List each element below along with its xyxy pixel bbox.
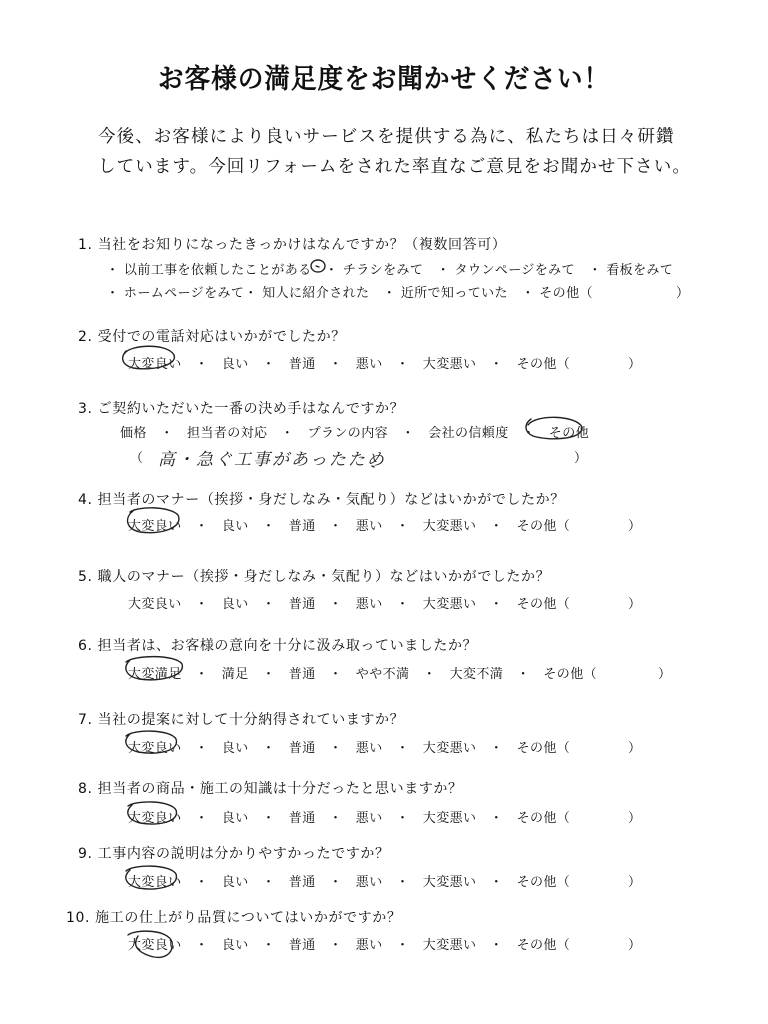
question-2-other-close: ）	[628, 357, 642, 372]
intro-line-2: しています。今回リフォームをされた率直なご意見をお聞かせ下さい。	[98, 157, 691, 177]
question-6-number: 6.	[78, 638, 93, 654]
question-8-other-close: ）	[628, 811, 642, 826]
question-8-number: 8.	[78, 781, 93, 797]
question-9-other-close: ）	[628, 875, 642, 890]
question-4-number: 4.	[78, 492, 93, 508]
question-6-other-close: ）	[658, 667, 672, 682]
question-2	[78, 326, 346, 346]
question-10-number: 10.	[66, 910, 91, 926]
question-6	[78, 635, 477, 655]
question-10-options[interactable]: 大変良い ・ 良い ・ 普通 ・ 悪い ・ 大変悪い ・ その他（	[128, 938, 571, 953]
question-7-other-close: ）	[628, 741, 642, 756]
question-3-other-close: ）	[574, 451, 588, 466]
question-9-number: 9.	[78, 846, 93, 862]
question-1-options-line-2[interactable]: ・ ホームページをみて・ 知人に紹介された ・ 近所で知っていた ・ その他（	[106, 286, 593, 301]
question-6-options[interactable]: 大変満足 ・ 満足 ・ 普通 ・ やや不満 ・ 大変不満 ・ その他（	[128, 667, 598, 682]
question-7-number: 7.	[78, 712, 93, 728]
question-6-text: 担当者は、お客様の意向を十分に汲み取っていましたか？	[97, 638, 478, 654]
question-3-handwritten-reason[interactable]: 高・急ぐ工事があったため	[158, 450, 386, 470]
question-2-options[interactable]: 大変良い ・ 良い ・ 普通 ・ 悪い ・ 大変悪い ・ その他（	[128, 357, 571, 372]
question-4	[78, 489, 565, 509]
question-3-number: 3.	[78, 401, 93, 417]
question-5	[78, 566, 550, 586]
question-4-other-close: ）	[628, 519, 642, 534]
question-5-number: 5.	[78, 569, 93, 585]
question-3-options[interactable]: 価格 ・ 担当者の対応 ・ プランの内容 ・ 会社の信頼度 ・ その他	[120, 426, 590, 441]
question-10	[66, 907, 401, 927]
question-7-text: 当社の提案に対して十分納得されていますか？	[97, 712, 405, 728]
intro-line-1: 今後、お客様により良いサービスを提供する為に、私たちは日々研鑽	[98, 127, 675, 147]
question-7-options[interactable]: 大変良い ・ 良い ・ 普通 ・ 悪い ・ 大変悪い ・ その他（	[128, 741, 571, 756]
question-1-options-line-1[interactable]: ・ 以前工事を依頼したことがある ・ チラシをみて ・ タウンページをみて ・ 看板をみて	[106, 263, 674, 278]
question-8	[78, 778, 463, 798]
question-3	[78, 398, 404, 418]
question-2-number: 2.	[78, 329, 93, 345]
question-3-other-open: （	[130, 451, 144, 466]
question-9	[78, 843, 390, 863]
question-1-text: 当社をお知りになったきっかけはなんですか？（複数回答可）	[97, 237, 507, 253]
question-8-text: 担当者の商品・施工の知識は十分だったと思いますか？	[97, 781, 463, 797]
question-4-text: 担当者のマナー（挨拶・身だしなみ・気配り）などはいかがでしたか？	[97, 492, 565, 508]
question-7	[78, 709, 404, 729]
question-1-number: 1.	[78, 237, 93, 253]
question-5-other-close: ）	[628, 597, 642, 612]
question-9-options[interactable]: 大変良い ・ 良い ・ 普通 ・ 悪い ・ 大変悪い ・ その他（	[128, 875, 571, 890]
question-1	[78, 234, 506, 254]
question-2-text: 受付での電話対応はいかがでしたか？	[97, 329, 346, 345]
question-3-text: ご契約いただいた一番の決め手はなんですか？	[97, 401, 405, 417]
question-1-other-close: ）	[676, 286, 690, 301]
page-title: お客様の満足度をお聞かせください！	[157, 64, 611, 95]
question-10-text: 施工の仕上がり品質についてはいかがですか？	[95, 910, 402, 926]
question-10-other-close: ）	[628, 938, 642, 953]
question-4-options[interactable]: 大変良い ・ 良い ・ 普通 ・ 悪い ・ 大変悪い ・ その他（	[128, 519, 571, 534]
question-5-text: 職人のマナー（挨拶・身だしなみ・気配り）などはいかがでしたか？	[97, 569, 551, 585]
question-9-text: 工事内容の説明は分かりやすかったですか？	[97, 846, 390, 862]
question-5-options[interactable]: 大変良い ・ 良い ・ 普通 ・ 悪い ・ 大変悪い ・ その他（	[128, 597, 571, 612]
question-8-options[interactable]: 大変良い ・ 良い ・ 普通 ・ 悪い ・ 大変悪い ・ その他（	[128, 811, 571, 826]
